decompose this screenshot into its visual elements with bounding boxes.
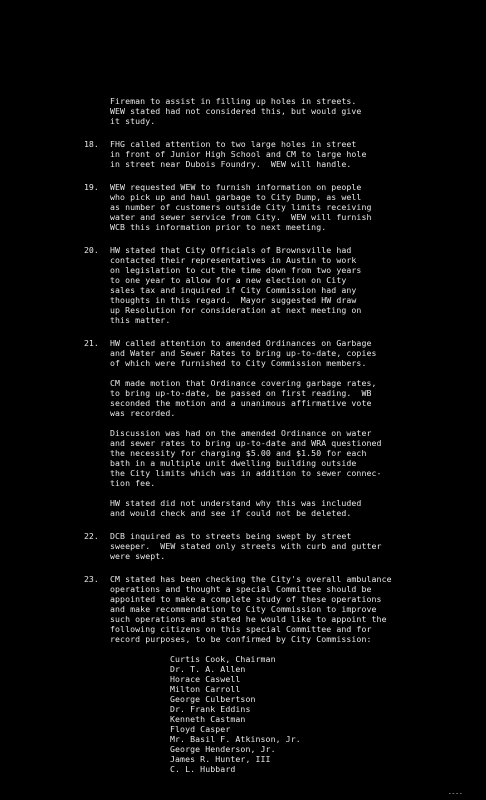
text-line: as number of customers outside City limits receiving	[110, 202, 372, 212]
text-line: thoughts in this regard. Mayor suggested HW draw	[110, 295, 357, 305]
committee-member: Kenneth Castman	[170, 714, 246, 724]
text-line: it study.	[110, 116, 156, 126]
text-line: CM made motion that Ordinance covering garbage rates,	[110, 378, 377, 388]
committee-member: Milton Carroll	[170, 684, 241, 694]
text-line: the City limits which was in addition to sewer connec-	[110, 468, 382, 478]
text-line: the necessity for charging $5.00 and $1.50 for each	[110, 448, 367, 458]
text-line: on legislation to cut the time down from two years	[110, 265, 362, 275]
text-line: was recorded.	[110, 408, 176, 418]
text-line: tion fee.	[110, 478, 156, 488]
text-line: CM stated has been checking the City's overall ambulance	[110, 574, 392, 584]
text-line: in front of Junior High School and CM to large hole	[110, 149, 367, 159]
item-number: 20.	[84, 245, 99, 255]
committee-member: Horace Caswell	[170, 674, 241, 684]
text-line: bath in a multiple unit dwelling building outside	[110, 458, 357, 468]
text-line: Fireman to assist in filling up holes in streets.	[110, 96, 357, 106]
committee-member: Curtis Cook, Chairman	[170, 654, 276, 664]
text-line: in street near Dubois Foundry. WEW will handle.	[110, 159, 352, 169]
text-line: WEW requested WEW to furnish information on people	[110, 182, 362, 192]
text-line: contacted their representatives in Austin to work	[110, 255, 357, 265]
text-line: and sewer rates to bring up-to-date and WRA questioned	[110, 438, 382, 448]
text-line: DCB inquired as to streets being swept by street	[110, 531, 352, 541]
text-line: following citizens on this special Committee and for	[110, 624, 372, 634]
text-line: FHG called attention to two large holes in street	[110, 139, 357, 149]
text-line: and make recommendation to City Commission to improve	[110, 604, 377, 614]
text-line: appointed to make a complete study of these operations	[110, 594, 382, 604]
text-line: HW stated did not understand why this was included	[110, 498, 362, 508]
committee-member: Floyd Casper	[170, 724, 231, 734]
committee-member: Mr. Basil F. Atkinson, Jr.	[170, 734, 301, 744]
text-line: to one year to allow for a new election on City	[110, 275, 347, 285]
text-line: were swept.	[110, 551, 166, 561]
text-line: such operations and stated he would like to appoint the	[110, 614, 387, 624]
text-line: Discussion was had on the amended Ordinance on water	[110, 428, 372, 438]
text-line: water and sewer service from City. WEW will furnish	[110, 212, 372, 222]
text-line: up Resolution for consideration at next meeting on	[110, 305, 362, 315]
text-line: WEW stated had not considered this, but would give	[110, 106, 362, 116]
text-line: HW called attention to amended Ordinances on Garbage	[110, 338, 372, 348]
item-number: 22.	[84, 531, 99, 541]
committee-member: George Culbertson	[170, 694, 256, 704]
item-number: 18.	[84, 139, 99, 149]
text-line: sweeper. WEW stated only streets with curb and gutter	[110, 541, 382, 551]
text-line: and would check and see if could not be deleted.	[110, 508, 352, 518]
text-line: record purposes, to be confirmed by City Commission:	[110, 634, 372, 644]
text-line: operations and thought a special Committee should be	[110, 584, 372, 594]
committee-member: James R. Hunter, III	[170, 754, 271, 764]
item-number: 21.	[84, 338, 99, 348]
committee-member: C. L. Hubbard	[170, 764, 236, 774]
committee-member: Dr. T. A. Allen	[170, 664, 246, 674]
text-line: and Water and Sewer Rates to bring up-to-date, copies	[110, 348, 377, 358]
text-line: this matter.	[110, 315, 171, 325]
committee-member: Dr. Frank Eddins	[170, 704, 251, 714]
text-line: who pick up and haul garbage to City Dump, as well	[110, 192, 362, 202]
item-number: 23.	[84, 574, 99, 584]
committee-member: George Henderson, Jr.	[170, 744, 276, 754]
text-line: sales tax and inquired if City Commission had any	[110, 285, 357, 295]
text-line: WCB this information prior to next meeting.	[110, 222, 327, 232]
scan-mark: ----	[448, 790, 463, 797]
text-line: seconded the motion and a unanimous affirmative vote	[110, 398, 372, 408]
item-number: 19.	[84, 182, 99, 192]
text-line: HW stated that City Officials of Brownsville had	[110, 245, 352, 255]
text-line: to bring up-to-date, be passed on first reading. WB	[110, 388, 372, 398]
text-line: of which were furnished to City Commission members.	[110, 358, 367, 368]
